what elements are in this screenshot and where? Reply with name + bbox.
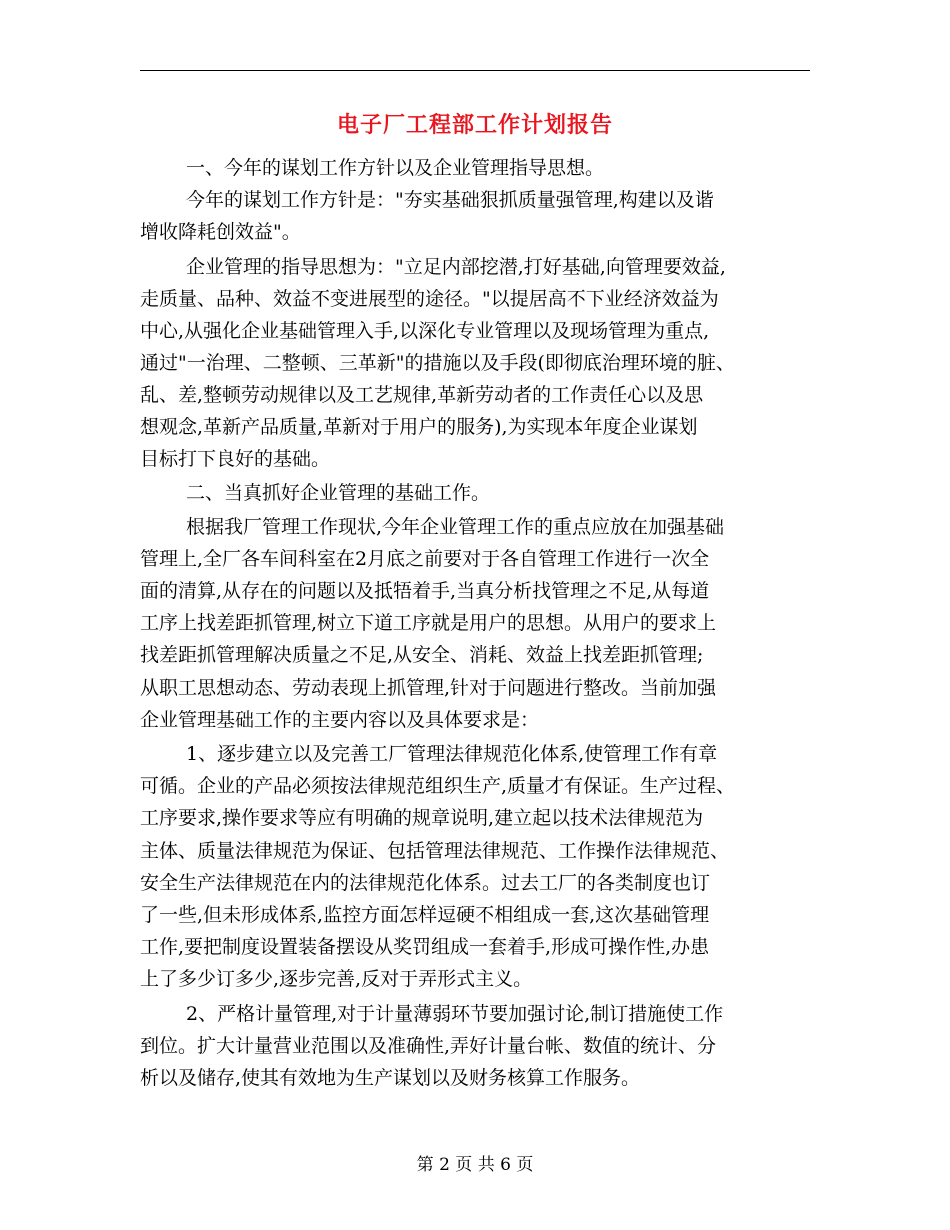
list-item-1: 1、逐步建立以及完善工厂管理法律规范化体系,使管理工作有章 [186,743,718,765]
page-number-footer: 第 2 页 共 6 页 [416,1155,534,1175]
paragraph-line: 到位。扩大计量营业范围以及准确性,弄好计量台帐、数值的统计、分 [140,1035,717,1057]
list-item-2: 2、严格计量管理,对于计量薄弱环节要加强讨论,制订措施使工作 [186,1003,724,1025]
paragraph-line: 上了多少订多少,逐步完善,反对于弄形式主义。 [140,968,533,990]
document-title: 电子厂工程部工作计划报告 [336,112,613,138]
paragraph-line: 管理上,全厂各车间科室在2月底之前要对于各自管理工作进行一次全 [140,548,710,570]
paragraph-line: 中心,从强化企业基础管理入手,以深化专业管理以及现场管理为重点, [140,320,710,342]
paragraph-line: 根据我厂管理工作现状,今年企业管理工作的重点应放在加强基础 [186,516,725,538]
paragraph-line: 企业管理基础工作的主要内容以及具体要求是： [140,709,540,731]
paragraph-line: 通过"一治理、二整顿、三革新"的措施以及手段(即彻底治理环境的脏、 [140,352,735,374]
paragraph-line: 今年的谋划工作方针是："夯实基础狠抓质量强管理,构建以及谐 [186,189,714,211]
paragraph-line: 走质量、品种、效益不变进展型的途径。"以提居高不下业经济效益为 [140,288,719,310]
paragraph-line: 从职工思想动态、劳动表现上抓管理,针对于问题进行整改。当前加强 [140,677,717,699]
paragraph-line: 可循。企业的产品必须按法律规范组织生产,质量才有保证。生产过程、 [140,775,736,797]
paragraph-line: 主体、质量法律规范为保证、包括管理法律规范、工作操作法律规范、 [140,840,730,862]
paragraph-line: 析以及储存,使其有效地为生产谋划以及财务核算工作服务。 [140,1067,641,1089]
heading-section-1: 一、今年的谋划工作方针以及企业管理指导思想。 [186,157,605,179]
paragraph-line: 乱、差,整顿劳动规律以及工艺规律,革新劳动者的工作责任心以及思 [140,384,704,406]
paragraph-line: 工序要求,操作要求等应有明确的规章说明,建立起以技术法律规范为 [140,807,704,829]
paragraph-line: 工作,要把制度设置装备摆设从奖罚组成一套着手,形成可操作性,办患 [140,936,710,958]
header-rule [140,70,810,71]
paragraph-line: 企业管理的指导思想为："立足内部挖潜,打好基础,向管理要效益, [186,256,726,278]
paragraph-line: 安全生产法律规范在内的法律规范化体系。过去工厂的各类制度也订 [140,872,711,894]
paragraph-line: 增收降耗创效益"。 [140,221,301,243]
paragraph-line: 面的清算,从存在的问题以及抵牾着手,当真分析找管理之不足,从每道 [140,580,710,602]
paragraph-line: 想观念,革新产品质量,革新对于用户的服务),为实现本年度企业谋划 [140,416,698,438]
paragraph-line: 找差距抓管理解决质量之不足,从安全、消耗、效益上找差距抓管理; [140,644,704,666]
paragraph-line: 目标打下良好的基础。 [140,448,331,470]
paragraph-line: 工序上找差距抓管理,树立下道工序就是用户的思想。从用户的要求上 [140,612,717,634]
paragraph-line: 了一些,但未形成体系,监控方面怎样逗硬不相组成一套,这次基础管理 [140,904,710,926]
heading-section-2: 二、当真抓好企业管理的基础工作。 [186,482,491,504]
